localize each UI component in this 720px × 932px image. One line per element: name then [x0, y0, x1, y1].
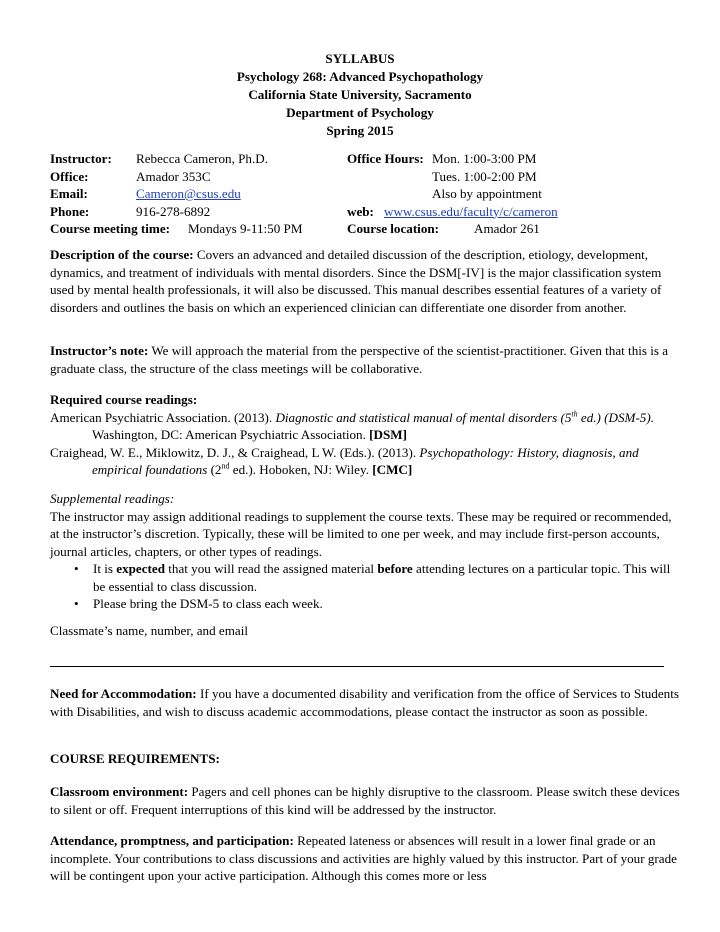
description-label: Description of the course:	[50, 247, 194, 262]
office-hours-2: Tues. 1:00-2:00 PM	[432, 168, 537, 184]
location-label: Course location:	[347, 221, 440, 236]
list-item	[50, 595, 680, 613]
attendance-text: Repeated lateness or absences will result in a lower final grade or an incomplete. Your contributions to class discussions and activities are highly valued by this instructor. Part of your grade will be contingent upon your active participation. Although this comes more or less	[50, 833, 677, 883]
supplemental-readings	[50, 490, 680, 613]
office-hours-1: Mon. 1:00-3:00 PM	[432, 151, 537, 166]
ref1-title-cont: ed.) (DSM-5).	[577, 409, 654, 425]
phone-value: 916-278-6892	[136, 203, 211, 219]
classroom-text: Pagers and cell phones can be highly disruptive to the classroom. Please switch these devices to silent or off. Frequent interruptions of this kind will be addressed by the instructor.	[50, 784, 680, 817]
office-hours-3: Also by appointment	[432, 186, 542, 201]
ref2-edition: (2	[207, 462, 222, 477]
ref1-title: Diagnostic and statistical manual of mental disorders (5	[275, 409, 572, 425]
header-department: Department of Psychology	[286, 105, 434, 120]
meeting-value: Mondays 9-11:50 PM	[188, 221, 303, 236]
ref2-sup: nd	[221, 461, 230, 471]
email-link[interactable]: Cameron@csus.edu	[136, 186, 241, 201]
phone-label: Phone:	[50, 203, 90, 219]
note-text: We will approach the material from the perspective of the scientist-practitioner. Given that this is a graduate class, the structure of the class meetings will be collaborative.	[50, 343, 669, 376]
classmate-contact-line	[50, 666, 664, 667]
note-label: Instructor’s note:	[50, 343, 149, 358]
accommodation-text: If you have a documented disability and verification from the office of Services to Students with Disabilities, and wish to discuss academic accommodations, please contact the instructor as soon as possible.	[50, 686, 679, 719]
ref2-authors: Craighead, W. E., Miklowitz, D. J., & Craighead, L W. (Eds.). (2013).	[50, 444, 420, 460]
reference-cmc	[50, 444, 680, 479]
ref2-publisher: ed.). Hoboken, NJ: Wiley.	[229, 462, 373, 477]
header-term: Spring 2015	[326, 123, 394, 138]
accommodation-label: Need for Accommodation:	[50, 686, 197, 701]
web-label: web:	[347, 203, 374, 219]
ref2-tag: [CMC]	[372, 462, 413, 477]
header-title: SYLLABUS	[325, 51, 395, 66]
office-label: Office:	[50, 168, 89, 184]
classroom-label: Classroom environment:	[50, 784, 189, 799]
instructor-note	[50, 342, 680, 377]
bullet1-pre: It is	[93, 561, 117, 576]
readings-heading: Required course readings:	[50, 392, 198, 407]
ref1-tag: [DSM]	[369, 427, 407, 442]
bullet1-mid: that you will read the assigned material	[165, 561, 378, 576]
supplemental-text: The instructor may assign additional readings to supplement the course texts. These may be required or recommended, at the instructor’s discretion. Typically, these will be limited to one per week, and may include first-person accounts, journal articles, chapters, or other types of readings.	[50, 508, 672, 559]
location-value: Amador 261	[474, 221, 540, 236]
description-text: Covers an advanced and detailed discussion of the description, etiology, development, dynamics, and treatment of individuals with mental disorders. Since the DSM[-IV] is the major classification system used by mental health professionals, it will also be discussed. This manual describes essential features of a variety of disorders and outlines the basis on which an experienced clinician can differentiate one disorder from another.	[50, 247, 662, 315]
list-item	[50, 560, 680, 595]
bullet-icon: •	[74, 561, 79, 576]
attendance-label: Attendance, promptness, and participation:	[50, 833, 294, 848]
bullet1-emphasis: expected	[116, 561, 165, 576]
header-university: California State University, Sacramento	[248, 87, 472, 102]
instructor-label: Instructor:	[50, 151, 112, 166]
bullet-icon: •	[74, 596, 79, 611]
office-hours-label: Office Hours:	[347, 151, 424, 166]
web-link[interactable]: www.csus.edu/faculty/c/cameron	[384, 203, 558, 219]
email-label: Email:	[50, 186, 88, 201]
ref1-authors: American Psychiatric Association. (2013).	[50, 409, 276, 425]
required-readings	[50, 391, 680, 479]
bullet1-post: attending lectures on a particular topic. This will be essential to class discussion.	[93, 561, 671, 594]
classroom-environment	[50, 783, 680, 818]
document-header	[0, 50, 720, 140]
office-value: Amador 353C	[136, 168, 211, 184]
accommodation	[50, 685, 680, 720]
reference-dsm	[50, 409, 680, 444]
header-course: Psychology 268: Advanced Psychopathology	[236, 69, 484, 84]
supplemental-heading: Supplemental readings:	[50, 491, 175, 506]
ref1-sup: th	[571, 409, 578, 419]
attendance-participation	[50, 832, 680, 885]
ref1-publisher: Washington, DC: American Psychiatric Association.	[92, 427, 370, 442]
supplemental-bullets	[50, 560, 680, 613]
bullet1-emphasis2: before	[377, 561, 413, 576]
meeting-label: Course meeting time:	[50, 221, 170, 236]
bullet2-text: Please bring the DSM-5 to class each week.	[93, 596, 323, 611]
course-description	[50, 246, 680, 316]
course-requirements-heading: COURSE REQUIREMENTS:	[50, 751, 220, 766]
ref2-title: Psychopathology: History, diagnosis, and empirical foundations	[92, 444, 639, 477]
classmate-contact-label: Classmate’s name, number, and email	[50, 623, 249, 638]
instructor-value: Rebecca Cameron, Ph.D.	[136, 151, 268, 166]
